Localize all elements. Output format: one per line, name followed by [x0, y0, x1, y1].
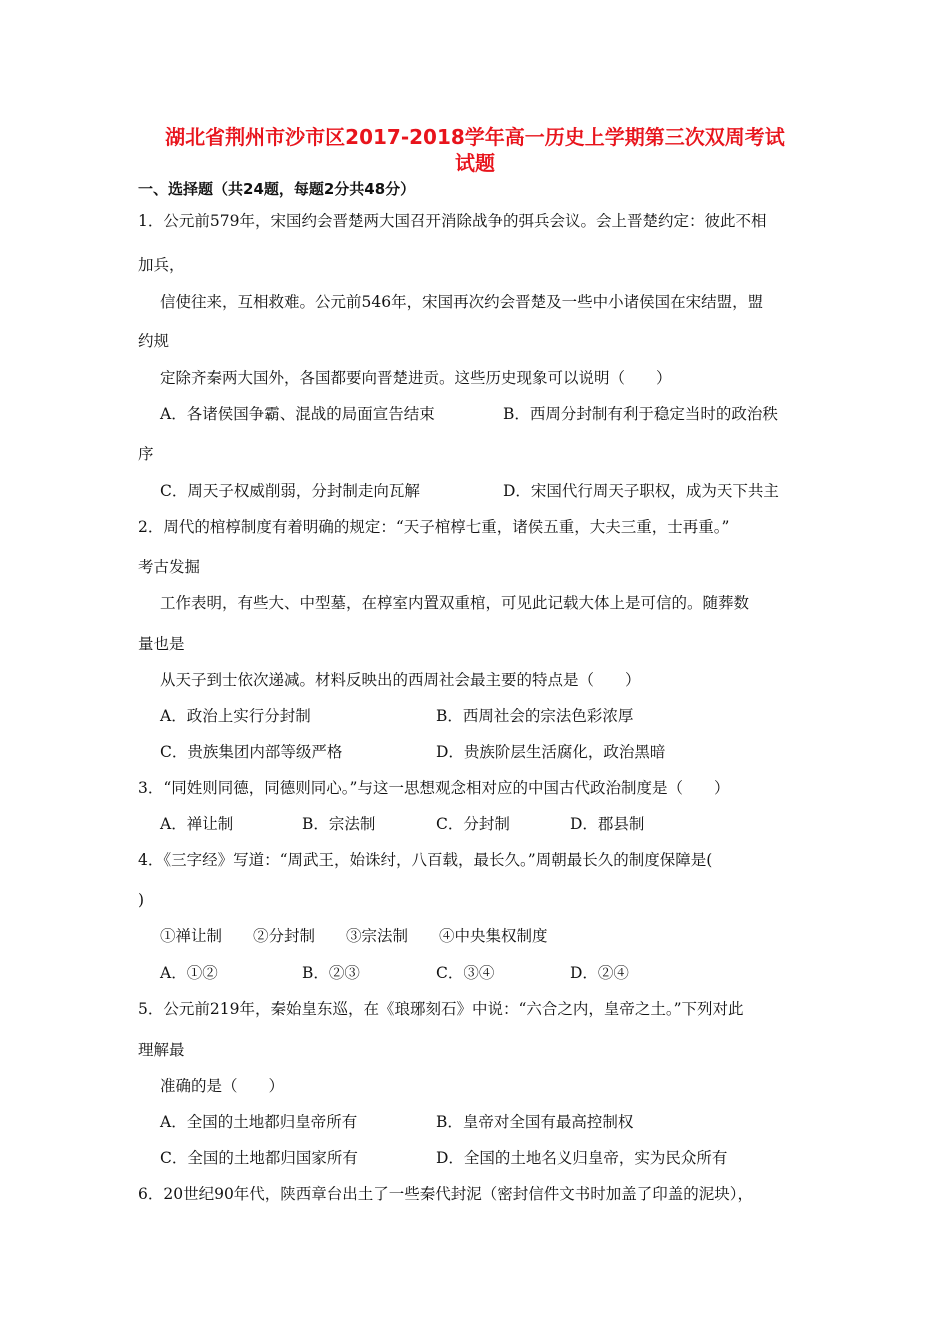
q2-line2: 考古发掘: [138, 558, 201, 576]
q4-line2: ): [138, 891, 145, 909]
q5-line2: 理解最: [138, 1041, 185, 1059]
q4-line1: 4．《三字经》写道：“周武王，始诛纣，八百载，最长久。”周朝最长久的制度保障是(: [138, 851, 713, 869]
q2-line4: 量也是: [138, 635, 185, 653]
q3-option-c: C．分封制: [436, 815, 510, 833]
q5-option-c: C．全国的土地都归国家所有: [160, 1149, 358, 1167]
q5-option-a: A．全国的土地都归皇帝所有: [160, 1113, 358, 1131]
q3-option-d: D．郡县制: [570, 815, 645, 833]
q5-option-d: D．全国的土地名义归皇帝，实为民众所有: [436, 1149, 728, 1167]
q1-option-c: C．周天子权威削弱，分封制走向瓦解: [160, 482, 420, 500]
q1-option-b: B．西周分封制有利于稳定当时的政治秩: [503, 405, 778, 423]
q1-option-a: A．各诸侯国争霸、混战的局面宣告结束: [160, 405, 435, 423]
q5-option-b: B．皇帝对全国有最高控制权: [436, 1113, 634, 1131]
q3-option-a: A．禅让制: [160, 815, 234, 833]
q2-option-d: D．贵族阶层生活腐化，政治黑暗: [436, 743, 666, 761]
q1-line5: 定除齐秦两大国外，各国都要向晋楚进贡。这些历史现象可以说明（ ）: [160, 369, 672, 387]
q3-option-b: B．宗法制: [302, 815, 376, 833]
q4-option-b: B．②③: [302, 964, 360, 982]
q1-option-b-cont: 序: [138, 445, 154, 463]
q1-line4: 约规: [138, 332, 170, 350]
q4-option-d: D．②④: [570, 964, 629, 982]
q4-option-a: A．①②: [160, 964, 218, 982]
q2-option-b: B．西周社会的宗法色彩浓厚: [436, 707, 634, 725]
q4-items: ①禅让制 ②分封制 ③宗法制 ④中央集权制度: [160, 927, 548, 945]
q1-line3: 信使往来，互相救难。公元前546年，宋国再次约会晋楚及一些中小诸侯国在宋结盟，盟: [160, 293, 764, 311]
exam-title-line2: 试题: [455, 151, 495, 175]
q2-line3: 工作表明，有些大、中型墓，在椁室内置双重棺，可见此记载大体上是可信的。随葬数: [160, 594, 750, 612]
q3-line1: 3．“同姓则同德，同德则同心。”与这一思想观念相对应的中国古代政治制度是（ ）: [138, 779, 730, 797]
q4-option-c: C．③④: [436, 964, 495, 982]
exam-title-line1: 湖北省荆州市沙市区2017-2018学年高一历史上学期第三次双周考试: [165, 125, 785, 149]
q2-line1: 2．周代的棺椁制度有着明确的规定：“天子棺椁七重，诸侯五重，大夫三重，士再重。”: [138, 518, 730, 536]
q1-line2: 加兵，: [138, 256, 185, 274]
q5-line1: 5．公元前219年，秦始皇东巡，在《琅琊刻石》中说：“六合之内，皇帝之土。”下列对此: [138, 1000, 744, 1018]
q1-option-d: D．宋国代行周天子职权，成为天下共主: [503, 482, 779, 500]
q6-line1: 6．20世纪90年代，陕西章台出土了一些秦代封泥（密封信件文书时加盖了印盖的泥块），: [138, 1185, 754, 1203]
q5-line3: 准确的是（ ）: [160, 1077, 285, 1095]
q1-line1: 1．公元前579年，宋国约会晋楚两大国召开消除战争的弭兵会议。会上晋楚约定：彼此不相: [138, 212, 767, 230]
q2-option-c: C．贵族集团内部等级严格: [160, 743, 343, 761]
q2-line5: 从天子到士依次递减。材料反映出的西周社会最主要的特点是（ ）: [160, 671, 641, 689]
q2-option-a: A．政治上实行分封制: [160, 707, 311, 725]
section-heading: 一、选择题（共24题，每题2分共48分）: [138, 180, 416, 198]
